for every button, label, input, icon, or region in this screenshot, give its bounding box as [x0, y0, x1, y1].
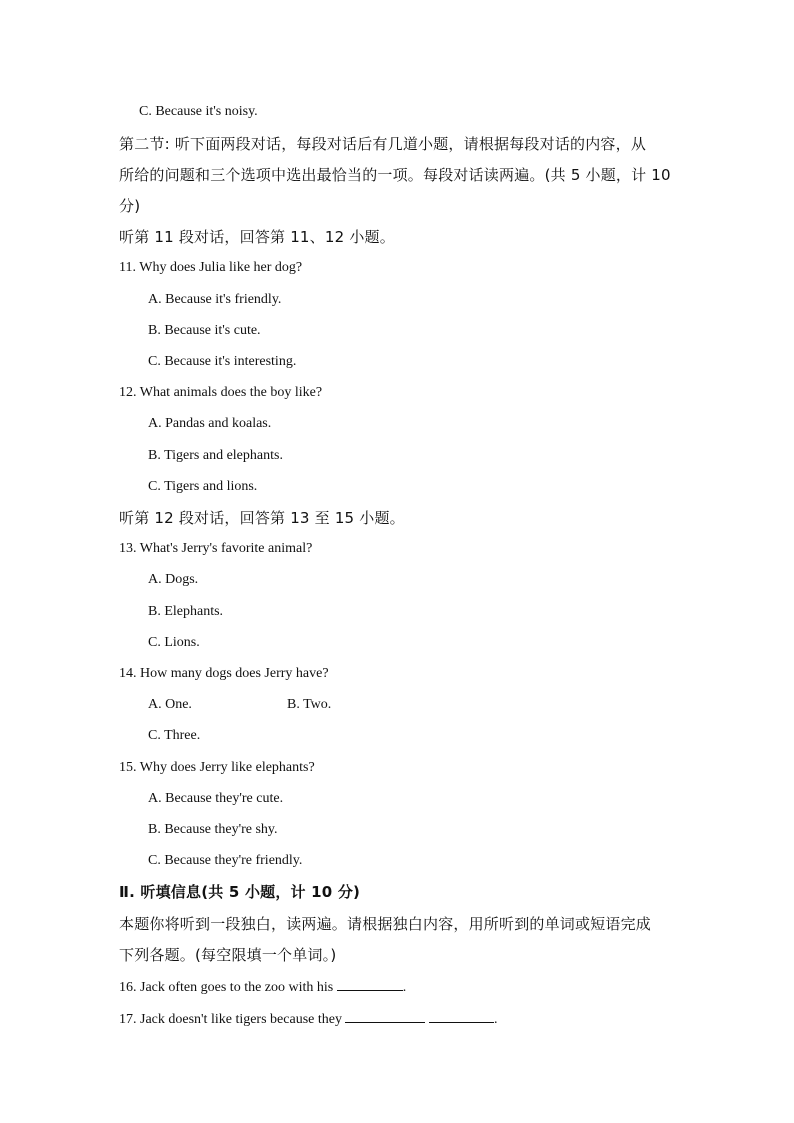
question-17-text: 17. Jack doesn't like tigers because they	[119, 1012, 346, 1027]
q15-option-b: B. Because they're shy.	[148, 822, 278, 837]
q15-option-a: A. Because they're cute.	[148, 791, 284, 806]
q13-option-b: B. Elephants.	[148, 604, 224, 619]
question-15: 15. Why does Jerry like elephants?	[119, 760, 315, 775]
question-16	[119, 976, 406, 998]
q11-option-c: C. Because it's interesting.	[148, 354, 297, 369]
question-16-text: 16. Jack often goes to the zoo with his	[119, 980, 337, 995]
section2-instructions-line3: 分)	[119, 197, 141, 215]
q14-option-b: B. Two.	[287, 697, 332, 712]
part2-heading: Ⅱ. 听填信息(共 5 小题，计 10 分)	[119, 883, 361, 901]
q14-option-a: A. One.	[148, 697, 192, 712]
q13-option-c: C. Lions.	[148, 635, 200, 650]
q16-answer-blank[interactable]	[337, 976, 403, 991]
q11-option-b: B. Because it's cute.	[148, 323, 261, 338]
part2-instructions-line2: 下列各题。(每空限填一个单词。)	[119, 946, 337, 964]
q12-option-c: C. Tigers and lions.	[148, 479, 258, 494]
q12-option-b: B. Tigers and elephants.	[148, 448, 283, 463]
q14-option-c: C. Three.	[148, 728, 201, 743]
q11-option-a: A. Because it's friendly.	[148, 292, 282, 307]
dialogue-12-instruction: 听第 12 段对话，回答第 13 至 15 小题。	[119, 509, 405, 527]
part2-instructions-line1: 本题你将听到一段独白，读两遍。请根据独白内容，用所听到的单词或短语完成	[119, 915, 652, 933]
q13-option-a: A. Dogs.	[148, 572, 199, 587]
q15-option-c: C. Because they're friendly.	[148, 853, 303, 868]
question-11: 11. Why does Julia like her dog?	[119, 260, 303, 275]
question-12: 12. What animals does the boy like?	[119, 385, 323, 400]
question-13: 13. What's Jerry's favorite animal?	[119, 541, 313, 556]
q12-option-a: A. Pandas and koalas.	[148, 416, 272, 431]
question-17	[119, 1008, 497, 1030]
section2-instructions-line1: 第二节: 听下面两段对话，每段对话后有几道小题，请根据每段对话的内容，从	[119, 135, 647, 153]
question-14: 14. How many dogs does Jerry have?	[119, 666, 329, 681]
question-17-period: .	[493, 1012, 498, 1027]
q10-option-c: C. Because it's noisy.	[139, 104, 258, 119]
question-16-period: .	[402, 980, 407, 995]
q17-answer-blank-2[interactable]	[429, 1008, 494, 1023]
dialogue-11-instruction: 听第 11 段对话，回答第 11、12 小题。	[119, 228, 395, 246]
q17-answer-blank-1[interactable]	[345, 1008, 425, 1023]
section2-instructions-line2: 所给的问题和三个选项中选出最恰当的一项。每段对话读两遍。(共 5 小题，计 10	[119, 166, 671, 184]
